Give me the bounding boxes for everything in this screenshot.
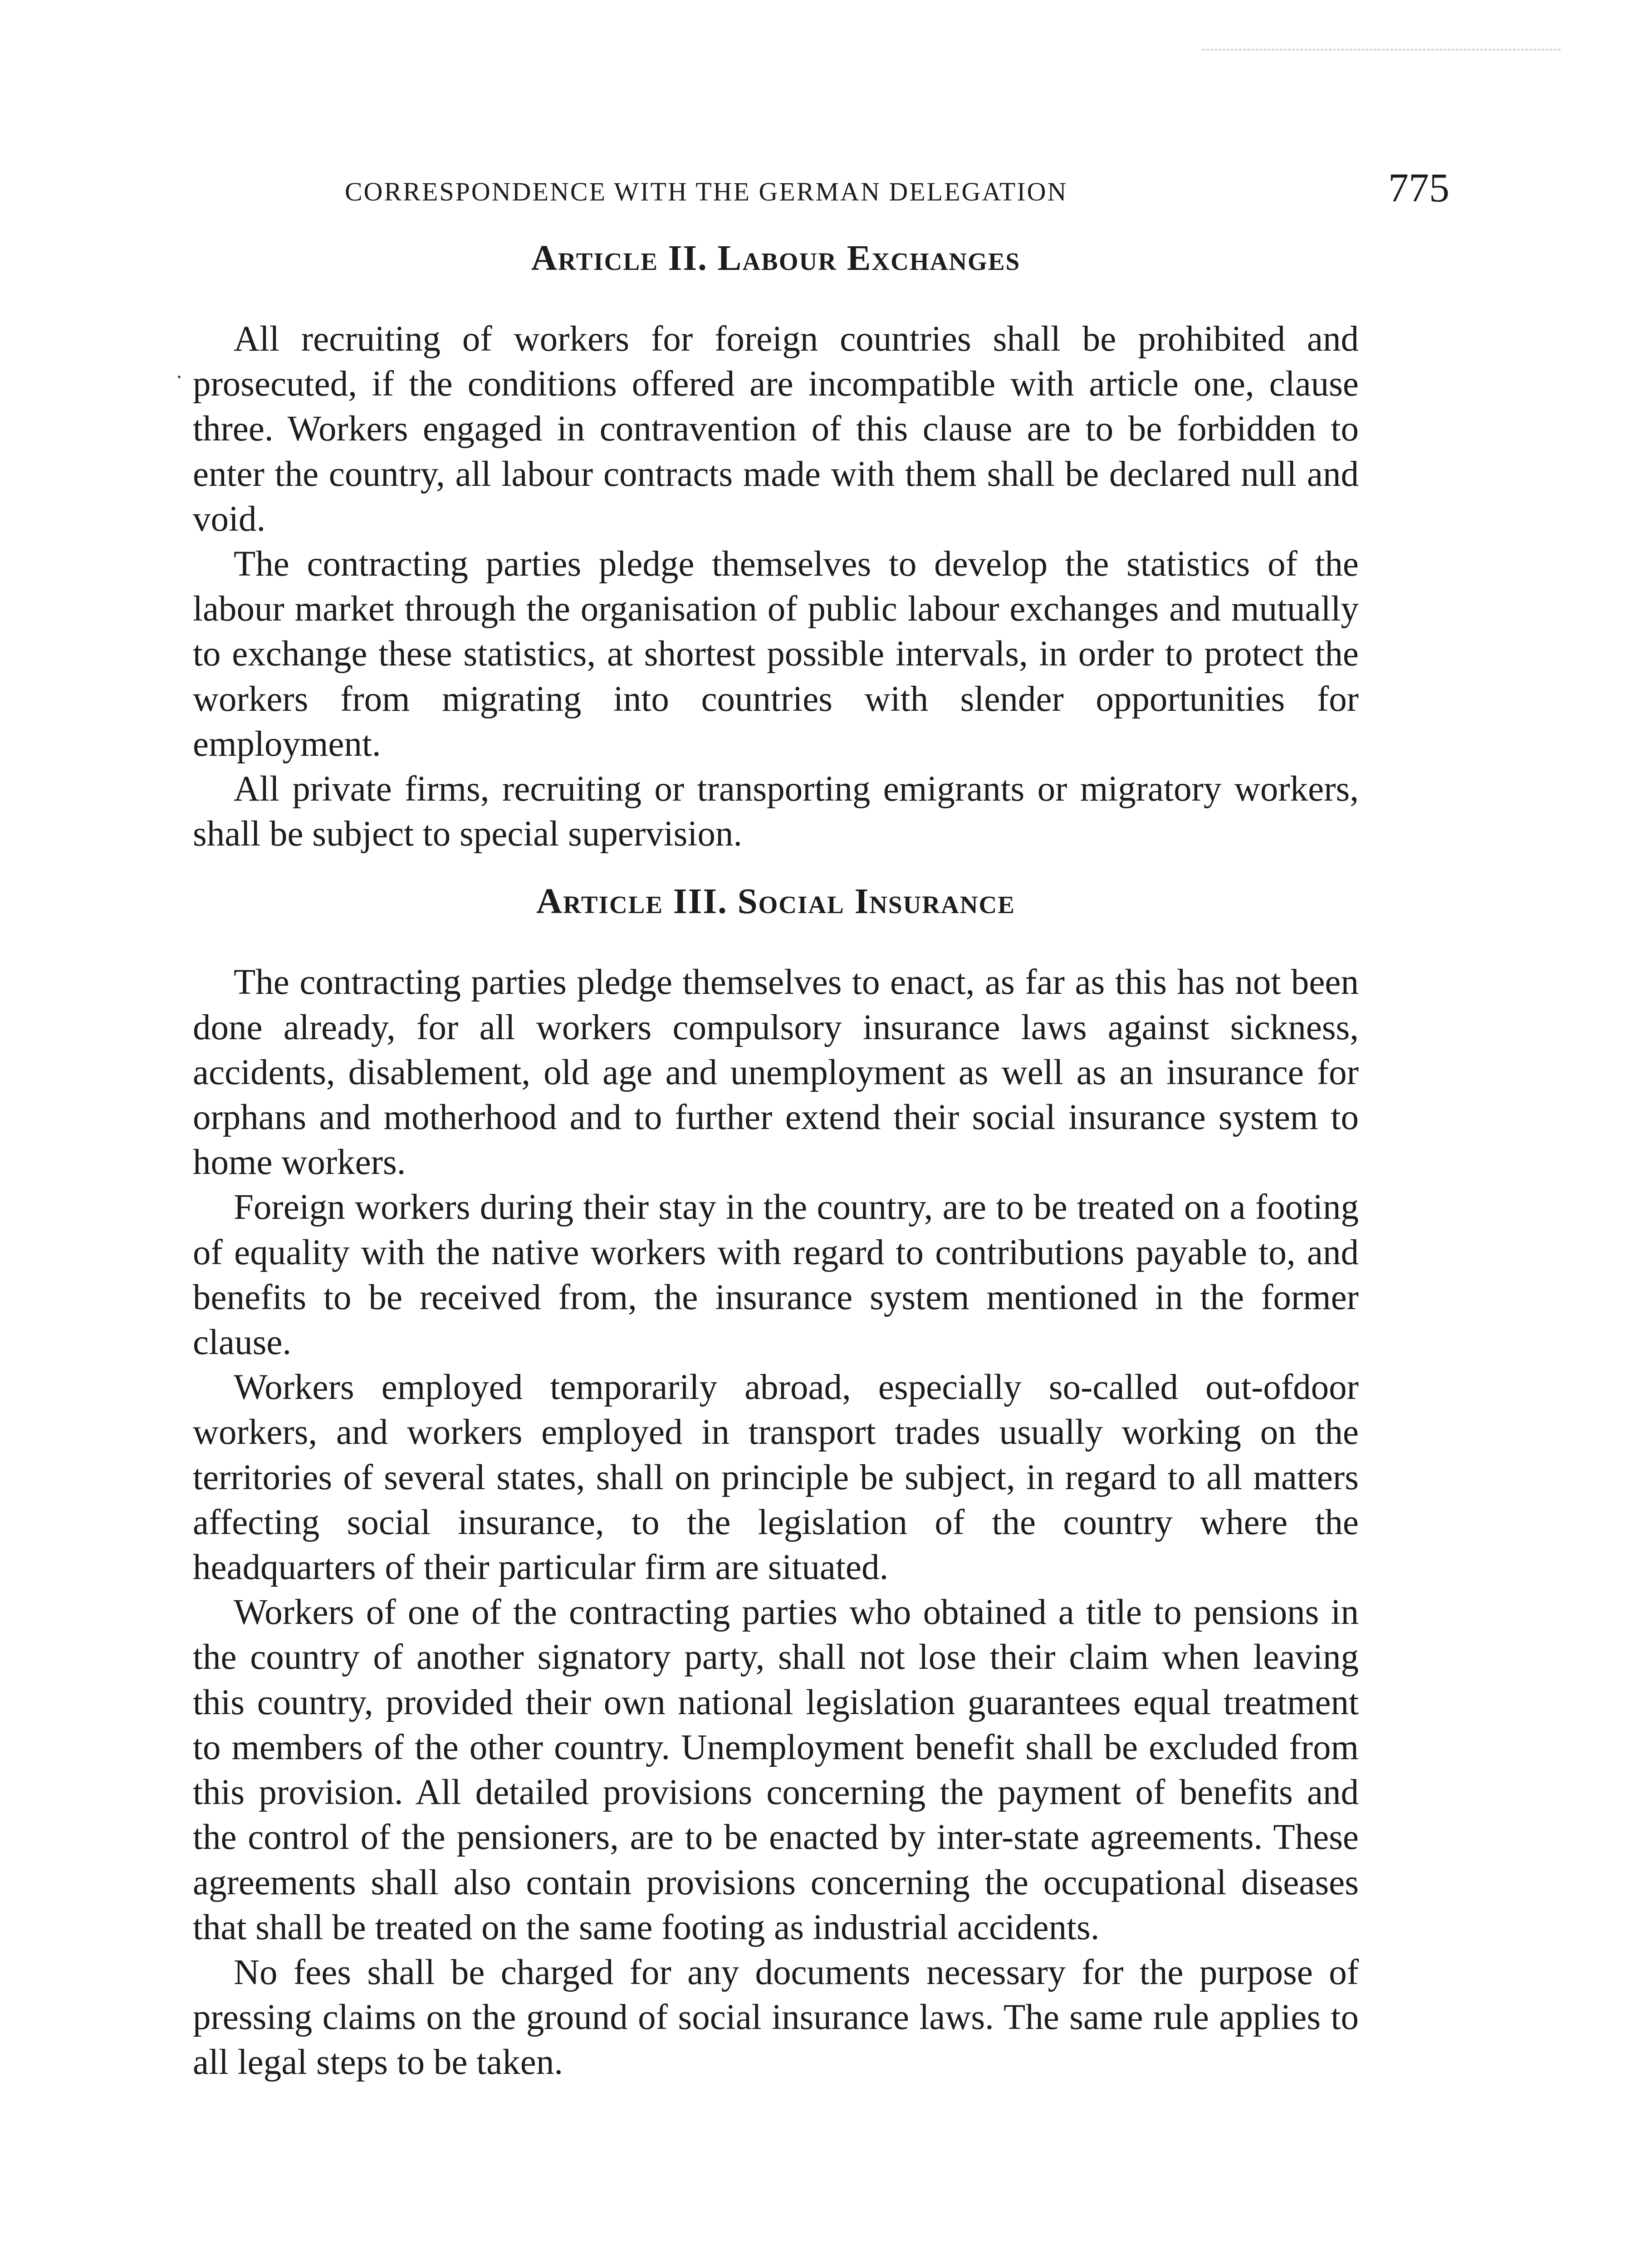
article-3-paragraph: Foreign workers during their stay in the country, are to be treated on a footing of equality with the native workers with regard to contributions payable to, and benefits to be received from, the insurance system mentioned in the former clause. (193, 1188, 1359, 1363)
article-2-paragraph: All private firms, recruiting or transporting emigrants or migratory workers, shall be subject to special supervision. (193, 769, 1359, 854)
article-2-paragraph: The contracting parties pledge themselves to develop the statistics of the labour market through the organisation of public labour exchanges and mutually to exchange these statistics, at shortest possible intervals, in order to protect the workers from migrating into countries with slender opportunities for employment. (193, 544, 1359, 764)
margin-speck (178, 376, 181, 378)
article-3-paragraph: No fees shall be charged for any documents necessary for the purpose of pressing claims on the ground of social insurance laws. The same rule applies to all legal steps to be taken. (193, 1952, 1359, 2082)
page-number: 775 (1388, 166, 1449, 210)
running-title: CORRESPONDENCE WITH THE GERMAN DELEGATION (345, 177, 1068, 206)
scan-edge-line (1202, 49, 1561, 50)
article-3-paragraph: Workers of one of the contracting parties who obtained a title to pensions in the country of another signatory party, shall not lose their claim when leaving this country, provided their own national legislation guarantees equal treatment to members of the other country. Unemployment benefit shall be excluded from this provision. All detailed provisions concerning the payment of benefits and the control of the pensioners, are to be enacted by inter-state agreements. These agreements shall also contain provisions concerning the occupational diseases that shall be treated on the same footing as industrial accidents. (193, 1593, 1359, 1947)
article-2-heading: Article II. Labour Exchanges (531, 239, 1021, 278)
running-header (345, 168, 1449, 218)
article-3-heading: Article III. Social Insurance (536, 882, 1015, 922)
article-3-paragraph: Workers employed temporarily abroad, especially so-called out-ofdoor workers, and workers employed in transport trades usually working on the territories of several states, shall on principle be subject, in regard to all matters affecting social insurance, to the legislation of the country where the headquarters of their particular firm are situated. (193, 1368, 1359, 1588)
article-3-paragraph: The contracting parties pledge themselves to enact, as far as this has not been done already, for all workers compulsory insurance laws against sickness, accidents, disablement, old age and unemployment as well as an insurance for orphans and motherhood and to further extend their social insurance system to home workers. (193, 963, 1359, 1183)
article-2-paragraph: All recruiting of workers for foreign countries shall be prohibited and prosecuted, if the conditions offered are incompatible with article one, clause three. Workers engaged in contravention of this clause are to be forbidden to enter the country, all labour contracts made with them shall be declared null and void. (193, 319, 1359, 539)
body-text (193, 236, 1359, 2085)
